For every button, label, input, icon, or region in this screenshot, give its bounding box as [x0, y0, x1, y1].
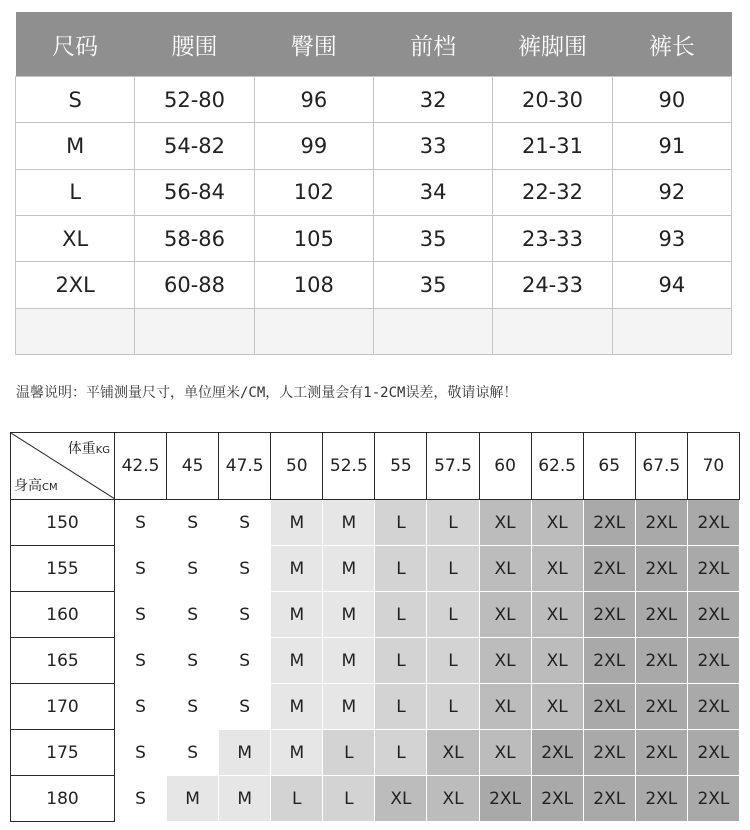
size-recommendation-cell: 2XL [687, 500, 739, 546]
size-recommendation-cell: L [323, 730, 375, 776]
size-cell: 2XL [16, 262, 135, 308]
size-recommendation-cell: XL [531, 684, 583, 730]
front-rise-cell: 33 [373, 123, 492, 169]
waist-cell: 60-88 [135, 262, 254, 308]
size-recommendation-cell: M [271, 500, 323, 546]
size-recommendation-cell: S [115, 592, 167, 638]
length-cell: 92 [612, 169, 731, 215]
header-size: 尺码 [16, 12, 135, 77]
table-row [16, 123, 732, 169]
header-hip: 臀围 [254, 12, 373, 77]
size-recommendation-cell: S [167, 730, 219, 776]
size-recommendation-cell: S [219, 500, 271, 546]
weight-axis-label: 体重KG [67, 441, 110, 457]
weight-header-cell: 50 [271, 433, 323, 500]
height-header-cell: 150 [11, 500, 115, 546]
height-axis-label: 身高CM [14, 478, 58, 494]
height-header-cell: 170 [11, 684, 115, 730]
size-recommendation-cell: L [271, 776, 323, 822]
weight-header-cell: 57.5 [427, 433, 479, 500]
empty-cell [16, 308, 135, 354]
size-recommendation-cell: XL [427, 776, 479, 822]
empty-cell [254, 308, 373, 354]
size-recommendation-cell: 2XL [635, 684, 687, 730]
size-recommendation-cell: S [115, 638, 167, 684]
size-recommendation-cell: 2XL [635, 638, 687, 684]
size-recommendation-cell: L [427, 684, 479, 730]
size-recommendation-cell: XL [427, 730, 479, 776]
leg-opening-cell: 22-32 [493, 169, 612, 215]
size-recommendation-cell: L [375, 500, 427, 546]
header-leg-opening: 裤脚围 [493, 12, 612, 77]
height-header-cell: 155 [11, 546, 115, 592]
size-recommendation-cell: XL [375, 776, 427, 822]
size-recommendation-cell: S [167, 684, 219, 730]
size-recommendation-cell: L [427, 500, 479, 546]
size-recommendation-cell: L [323, 776, 375, 822]
size-recommendation-cell: M [323, 546, 375, 592]
size-recommendation-cell: S [167, 500, 219, 546]
size-recommendation-cell: S [167, 638, 219, 684]
size-recommendation-cell: M [323, 500, 375, 546]
size-recommendation-cell: S [219, 684, 271, 730]
size-recommendation-cell: XL [479, 592, 531, 638]
size-recommendation-cell: S [219, 592, 271, 638]
weight-header-cell: 70 [687, 433, 739, 500]
size-recommendation-cell: 2XL [479, 776, 531, 822]
size-recommendation-cell: L [375, 684, 427, 730]
size-recommendation-cell: S [167, 592, 219, 638]
size-recommendation-cell: 2XL [531, 730, 583, 776]
size-recommendation-cell: L [427, 592, 479, 638]
size-recommendation-cell: 2XL [583, 684, 635, 730]
front-rise-cell: 35 [373, 262, 492, 308]
weight-header-cell: 67.5 [635, 433, 687, 500]
size-recommendation-cell: M [271, 546, 323, 592]
weight-header-cell: 60 [479, 433, 531, 500]
header-waist: 腰围 [135, 12, 254, 77]
leg-opening-cell: 21-31 [493, 123, 612, 169]
height-header-cell: 165 [11, 638, 115, 684]
size-recommendation-cell: 2XL [583, 546, 635, 592]
hip-cell: 102 [254, 169, 373, 215]
weight-header-cell: 42.5 [115, 433, 167, 500]
empty-cell [373, 308, 492, 354]
size-recommendation-cell: L [375, 546, 427, 592]
hip-cell: 108 [254, 262, 373, 308]
size-recommendation-cell: 2XL [687, 638, 739, 684]
table-row [11, 500, 740, 546]
size-recommendation-cell: S [115, 776, 167, 822]
size-recommendation-cell: 2XL [635, 500, 687, 546]
size-recommendation-cell: XL [479, 730, 531, 776]
header-front-rise: 前档 [373, 12, 492, 77]
weight-header-row [11, 433, 740, 500]
size-recommendation-cell: S [115, 500, 167, 546]
size-recommendation-cell: 2XL [583, 730, 635, 776]
hip-cell: 99 [254, 123, 373, 169]
size-recommendation-cell: 2XL [635, 592, 687, 638]
size-recommendation-cell: XL [479, 684, 531, 730]
size-recommendation-cell: M [323, 638, 375, 684]
size-recommendation-cell: S [167, 546, 219, 592]
size-recommendation-cell: L [427, 638, 479, 684]
size-recommendation-cell: S [219, 546, 271, 592]
size-recommendation-cell: 2XL [687, 684, 739, 730]
empty-cell [493, 308, 612, 354]
table-row [11, 730, 740, 776]
size-recommendation-cell: M [271, 730, 323, 776]
hip-cell: 105 [254, 215, 373, 261]
table-row [11, 546, 740, 592]
size-recommendation-chart [10, 432, 740, 822]
table-row [11, 638, 740, 684]
size-recommendation-cell: 2XL [635, 546, 687, 592]
size-recommendation-cell: L [375, 730, 427, 776]
size-recommendation-cell: 2XL [531, 776, 583, 822]
header-length: 裤长 [612, 12, 731, 77]
weight-header-cell: 47.5 [219, 433, 271, 500]
table-row [16, 77, 732, 123]
length-cell: 93 [612, 215, 731, 261]
length-cell: 91 [612, 123, 731, 169]
size-recommendation-cell: M [323, 592, 375, 638]
size-recommendation-cell: 2XL [635, 776, 687, 822]
size-recommendation-cell: XL [531, 638, 583, 684]
size-recommendation-cell: XL [531, 546, 583, 592]
leg-opening-cell: 24-33 [493, 262, 612, 308]
size-cell: M [16, 123, 135, 169]
size-recommendation-cell: 2XL [687, 592, 739, 638]
leg-opening-cell: 20-30 [493, 77, 612, 123]
size-recommendation-cell: XL [479, 500, 531, 546]
size-recommendation-cell: 2XL [687, 546, 739, 592]
size-recommendation-cell: L [427, 546, 479, 592]
size-recommendation-cell: 2XL [583, 638, 635, 684]
empty-cell [135, 308, 254, 354]
size-recommendation-cell: XL [531, 500, 583, 546]
leg-opening-cell: 23-33 [493, 215, 612, 261]
corner-header [11, 433, 115, 500]
table-row [16, 215, 732, 261]
weight-header-cell: 65 [583, 433, 635, 500]
size-recommendation-cell: M [271, 684, 323, 730]
weight-header-cell: 55 [375, 433, 427, 500]
size-recommendation-cell: L [375, 638, 427, 684]
weight-header-cell: 52.5 [323, 433, 375, 500]
waist-cell: 54-82 [135, 123, 254, 169]
size-recommendation-cell: 2XL [583, 500, 635, 546]
size-recommendation-cell: M [323, 684, 375, 730]
size-recommendation-cell: 2XL [635, 730, 687, 776]
size-recommendation-cell: M [271, 592, 323, 638]
waist-cell: 58-86 [135, 215, 254, 261]
size-recommendation-cell: S [219, 638, 271, 684]
table-row [11, 592, 740, 638]
chart-body [11, 500, 740, 822]
size-recommendation-cell: M [219, 776, 271, 822]
size-cell: S [16, 77, 135, 123]
size-table [15, 12, 732, 355]
table-row [16, 262, 732, 308]
height-header-cell: 160 [11, 592, 115, 638]
table-row [11, 776, 740, 822]
measurement-note: 温馨说明：平铺测量尺寸，单位厘米/CM，人工测量会有1-2CM误差，敬请谅解！ [16, 385, 518, 401]
size-recommendation-cell: 2XL [583, 592, 635, 638]
size-recommendation-cell: XL [531, 592, 583, 638]
size-cell: L [16, 169, 135, 215]
waist-cell: 52-80 [135, 77, 254, 123]
empty-cell [612, 308, 731, 354]
size-table-header-row [16, 12, 732, 77]
size-recommendation-cell: 2XL [687, 776, 739, 822]
waist-cell: 56-84 [135, 169, 254, 215]
front-rise-cell: 35 [373, 215, 492, 261]
size-recommendation-cell: 2XL [583, 776, 635, 822]
size-recommendation-cell: S [115, 684, 167, 730]
size-recommendation-cell: M [271, 638, 323, 684]
weight-header-cell: 62.5 [531, 433, 583, 500]
table-row [11, 684, 740, 730]
size-recommendation-cell: L [375, 592, 427, 638]
size-recommendation-cell: M [219, 730, 271, 776]
length-cell: 94 [612, 262, 731, 308]
hip-cell: 96 [254, 77, 373, 123]
size-recommendation-cell: XL [479, 546, 531, 592]
height-header-cell: 175 [11, 730, 115, 776]
height-header-cell: 180 [11, 776, 115, 822]
table-row [16, 169, 732, 215]
front-rise-cell: 34 [373, 169, 492, 215]
size-recommendation-cell: 2XL [687, 730, 739, 776]
size-recommendation-cell: XL [479, 638, 531, 684]
size-recommendation-cell: S [115, 546, 167, 592]
weight-header-cell: 45 [167, 433, 219, 500]
size-cell: XL [16, 215, 135, 261]
front-rise-cell: 32 [373, 77, 492, 123]
length-cell: 90 [612, 77, 731, 123]
empty-row [16, 308, 732, 354]
size-recommendation-cell: S [115, 730, 167, 776]
size-recommendation-cell: M [167, 776, 219, 822]
